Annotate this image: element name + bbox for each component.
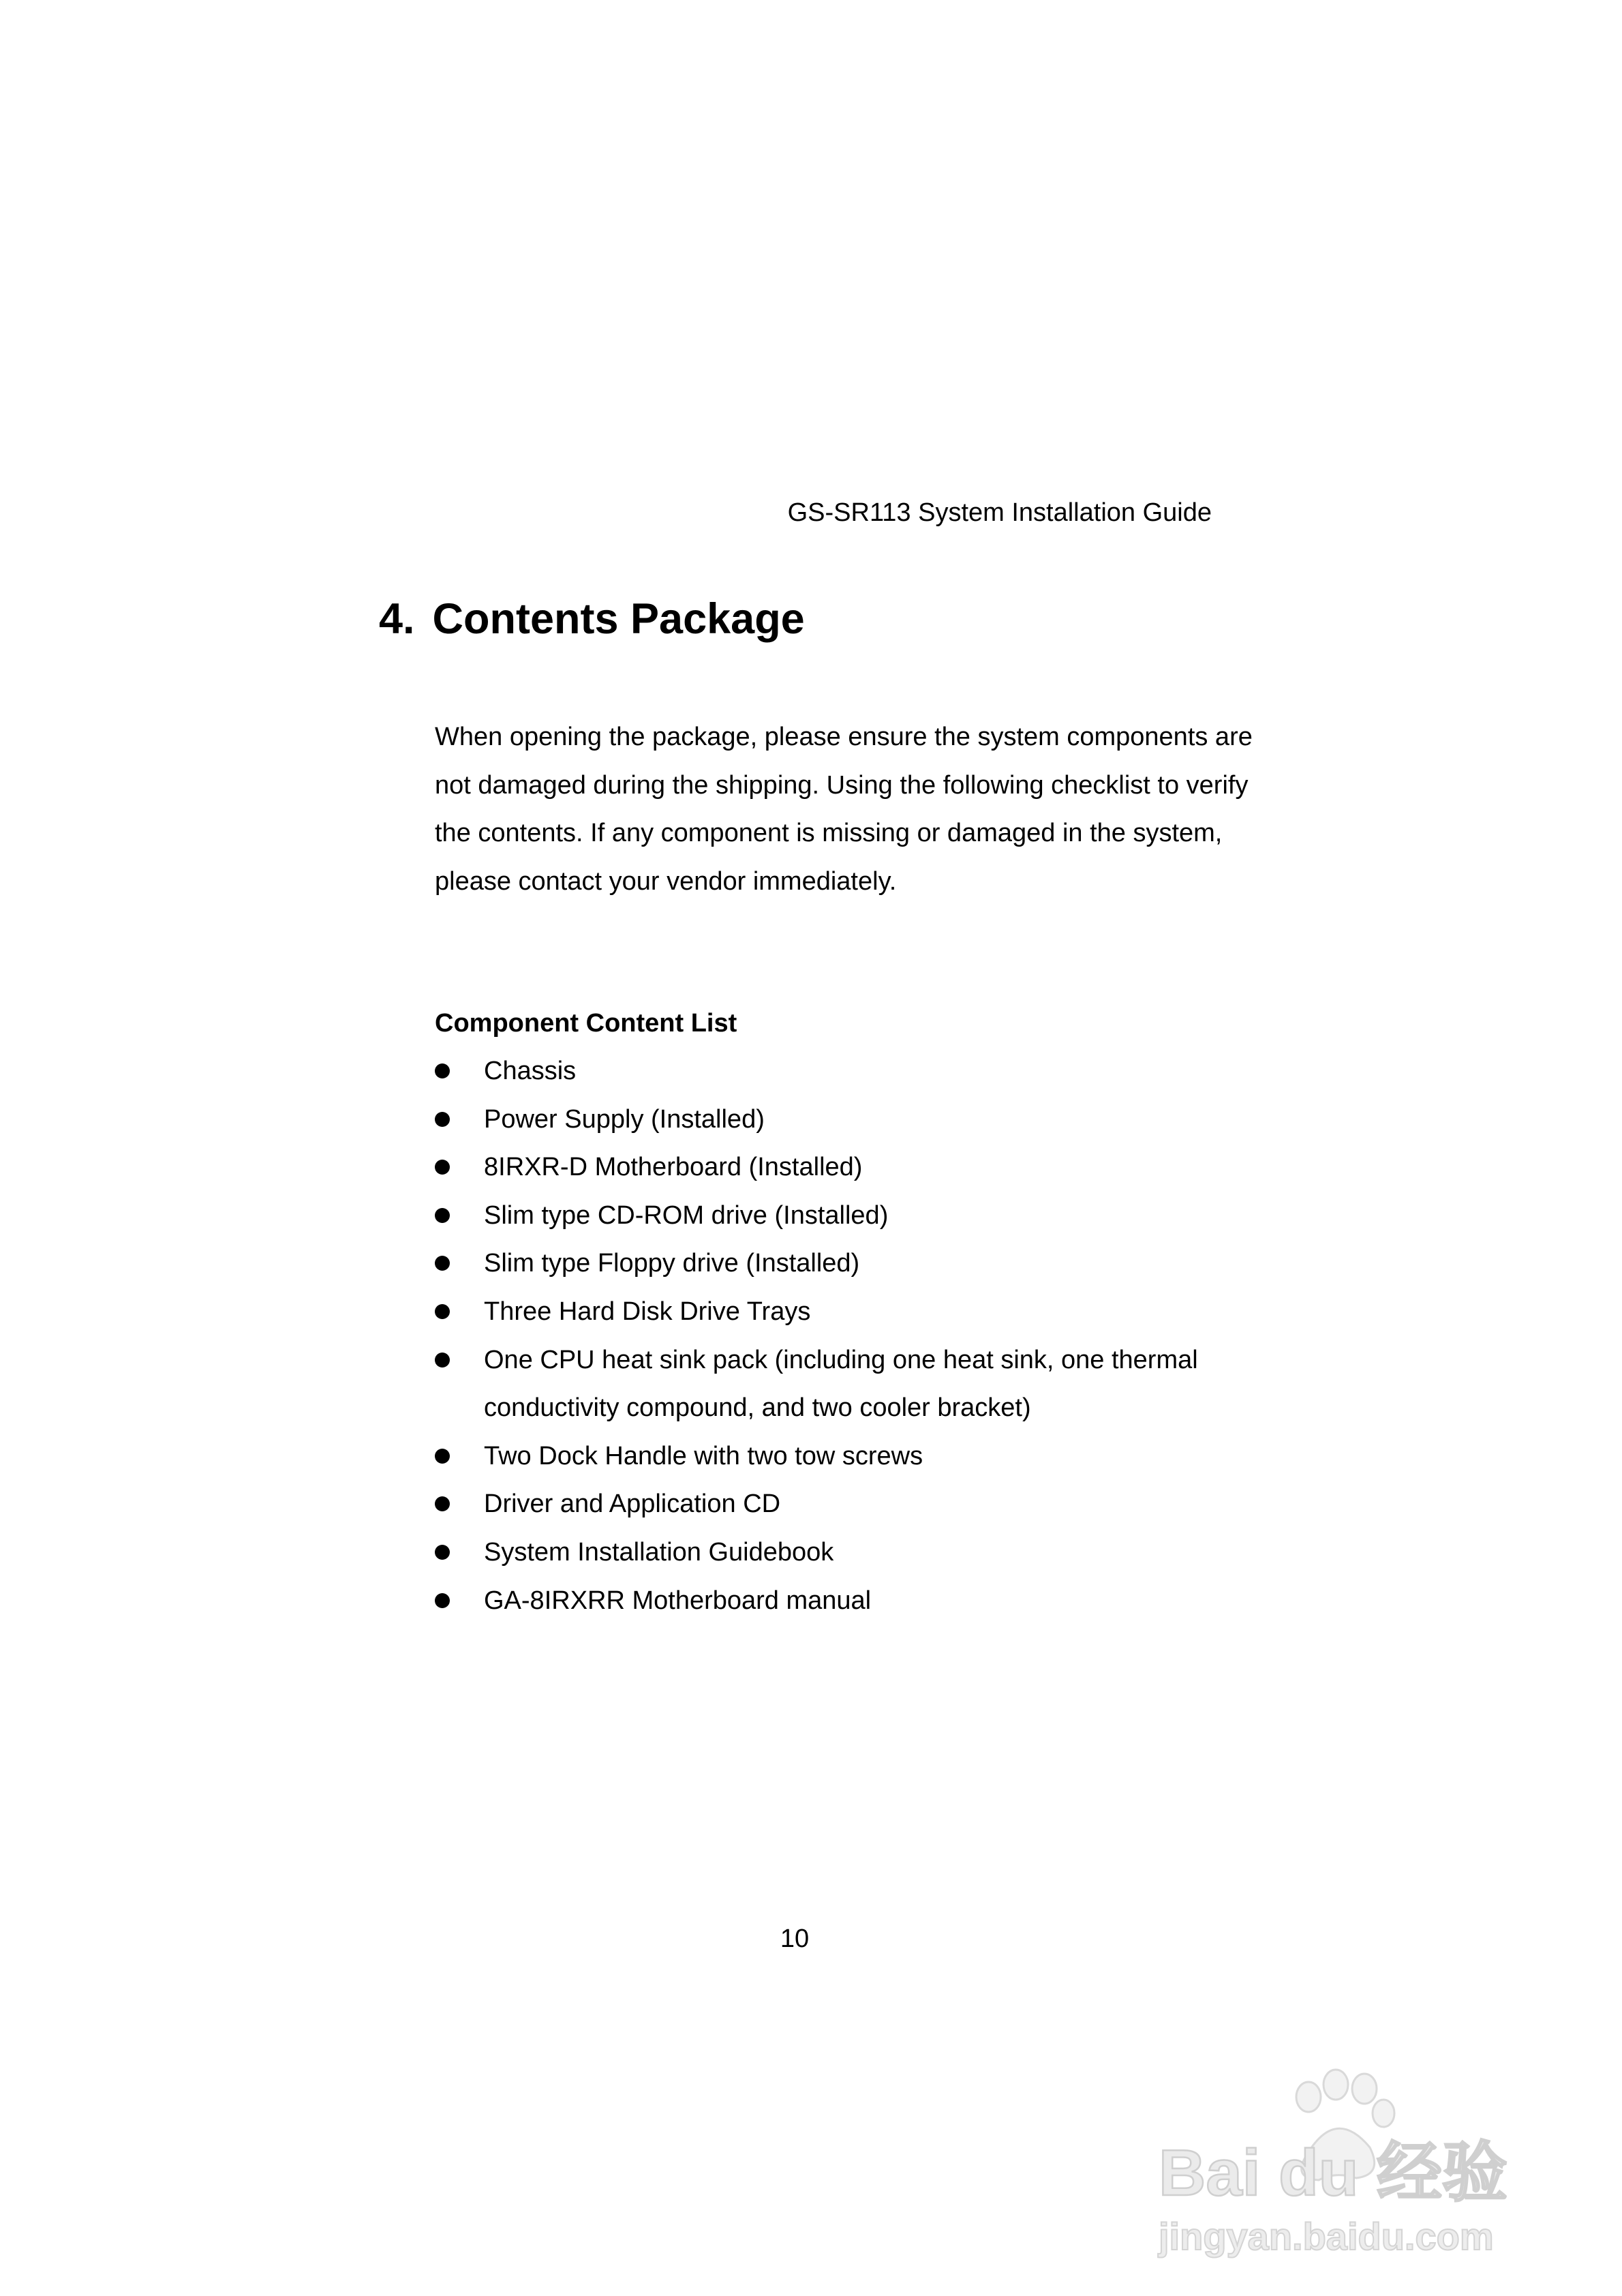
- list-item-text: Driver and Application CD: [484, 1490, 781, 1519]
- list-item: [435, 1096, 1253, 1144]
- list-item-text: System Installation Guidebook: [484, 1537, 834, 1567]
- bullet-icon: [435, 1593, 450, 1608]
- section-number: 4.: [379, 595, 415, 643]
- section-title: Contents Package: [432, 595, 805, 643]
- component-list: [435, 1047, 1253, 1625]
- bullet-icon: [435, 1063, 450, 1078]
- page-number: 10: [780, 1924, 810, 1953]
- bullet-icon: [435, 1304, 450, 1319]
- list-item-text: Power Supply (Installed): [484, 1104, 765, 1134]
- list-item: [435, 1239, 1253, 1288]
- list-item-text: Slim type Floppy drive (Installed): [484, 1249, 860, 1278]
- list-item: [435, 1336, 1253, 1432]
- list-item-text: 8IRXR-D Motherboard (Installed): [484, 1153, 863, 1182]
- list-item: [435, 1480, 1253, 1528]
- list-item: [435, 1577, 1253, 1625]
- bullet-icon: [435, 1449, 450, 1464]
- bullet-icon: [435, 1160, 450, 1175]
- list-item-text: Slim type CD-ROM drive (Installed): [484, 1200, 889, 1230]
- component-list-title: Component Content List: [435, 1009, 737, 1038]
- list-item-text: Three Hard Disk Drive Trays: [484, 1297, 811, 1326]
- intro-paragraph: When opening the package, please ensure the system components are not damaged during the shipping. Using the following checklist to verify the contents. If any component is missing or damaged in the system, please contact your vendor immediately.: [435, 723, 1253, 896]
- list-item: [435, 1192, 1253, 1240]
- bullet-icon: [435, 1112, 450, 1127]
- bullet-icon: [435, 1496, 450, 1511]
- section-heading: [379, 592, 805, 646]
- list-item-text: Chassis: [484, 1057, 577, 1085]
- list-item-text: GA-8IRXRR Motherboard manual: [484, 1586, 872, 1615]
- list-item-text: One CPU heat sink pack (including one heat sink, one thermal conductivity compound, and two cooler bracket): [484, 1345, 1198, 1423]
- bullet-icon: [435, 1208, 450, 1223]
- list-item: [435, 1432, 1253, 1481]
- baidu-jingyan-watermark: [1152, 2059, 1533, 2263]
- list-item: [435, 1047, 1253, 1096]
- list-item: [435, 1143, 1253, 1192]
- watermark-brand: Bai du 经验: [1159, 2136, 1508, 2209]
- list-item: [435, 1528, 1253, 1577]
- bullet-icon: [435, 1256, 450, 1271]
- list-item-text: Two Dock Handle with two tow screws: [484, 1441, 923, 1470]
- list-item: [435, 1288, 1253, 1336]
- bullet-icon: [435, 1353, 450, 1368]
- watermark-url: jingyan.baidu.com: [1159, 2215, 1494, 2258]
- running-header: GS-SR113 System Installation Guide: [787, 498, 1212, 527]
- bullet-icon: [435, 1545, 450, 1560]
